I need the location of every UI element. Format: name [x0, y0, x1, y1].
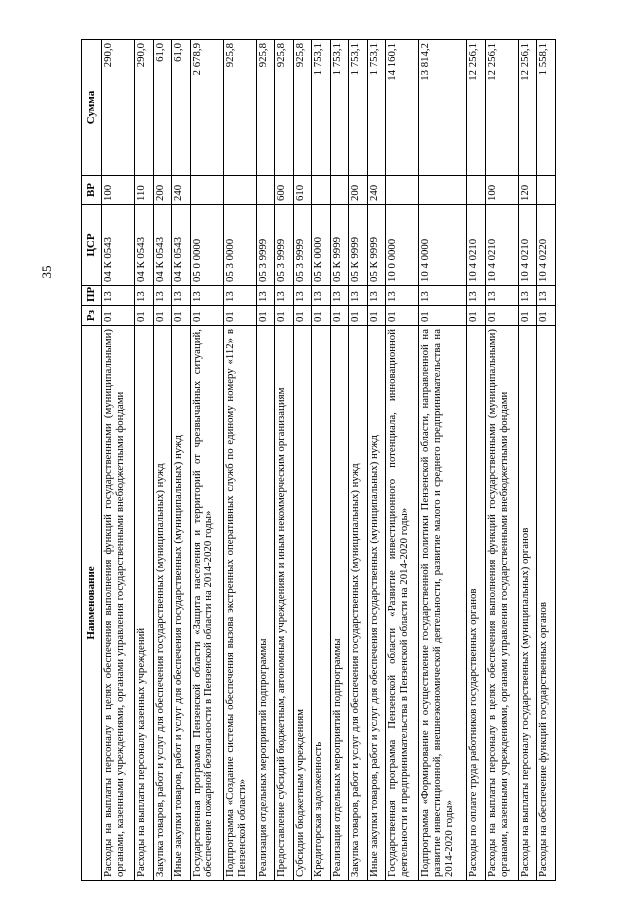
cell-vr: 110 — [135, 176, 153, 205]
table-row — [537, 40, 556, 881]
header-name: Наименование — [82, 326, 102, 881]
cell-vr — [312, 176, 330, 205]
cell-pr: 13 — [386, 286, 419, 306]
cell-sum: 12 256,1 — [485, 40, 518, 176]
cell-sum: 290,0 — [135, 40, 153, 176]
cell-pr: 13 — [223, 286, 256, 306]
cell-name: Расходы на обеспечение функций государственных органов — [537, 326, 556, 881]
cell-pr: 13 — [330, 286, 348, 306]
cell-pr: 13 — [537, 286, 556, 306]
cell-name: Подпрограмма «Формирование и осуществление государственной политики Пензенской области, направленной на развитие инвестиционной, внешнеэкономической деятельности, развитие малого и среднего предпринимательства на 2014-2020 годы» — [419, 326, 467, 881]
cell-sum: 1 558,1 — [537, 40, 556, 176]
cell-rz: 01 — [312, 306, 330, 326]
cell-sum: 2 678,9 — [190, 40, 223, 176]
cell-csr: 05 3 9999 — [256, 205, 274, 286]
cell-csr: 10 4 0210 — [485, 205, 518, 286]
cell-rz: 01 — [256, 306, 274, 326]
table-row — [293, 40, 311, 881]
cell-csr: 10 4 0210 — [518, 205, 536, 286]
table-row — [135, 40, 153, 881]
cell-name: Закупка товаров, работ и услуг для обеспечения государственных (муниципальных) нужд — [153, 326, 171, 881]
cell-name: Предоставление субсидий бюджетным, автономным учреждениям и иным некоммерческим организациям — [275, 326, 293, 881]
cell-vr: 100 — [102, 176, 135, 205]
table-row — [256, 40, 274, 881]
header-rz: Рз — [82, 306, 102, 326]
table-row — [485, 40, 518, 881]
cell-rz: 01 — [223, 306, 256, 326]
cell-vr: 200 — [349, 176, 367, 205]
cell-csr: 04 К 0543 — [172, 205, 190, 286]
cell-sum: 925,8 — [293, 40, 311, 176]
table-row — [275, 40, 293, 881]
cell-rz: 01 — [485, 306, 518, 326]
cell-vr — [190, 176, 223, 205]
cell-sum: 61,0 — [153, 40, 171, 176]
cell-pr: 13 — [518, 286, 536, 306]
cell-pr: 13 — [312, 286, 330, 306]
cell-pr: 13 — [275, 286, 293, 306]
cell-rz: 01 — [135, 306, 153, 326]
cell-rz: 01 — [102, 306, 135, 326]
cell-pr: 13 — [256, 286, 274, 306]
cell-sum: 1 753,1 — [312, 40, 330, 176]
cell-pr: 13 — [190, 286, 223, 306]
cell-name: Государственная программа Пензенской области «Защита населения и территорий от чрезвычайных ситуаций, обеспечение пожарной безопасности в Пензенской области на 2014-2020 годы» — [190, 326, 223, 881]
cell-name: Расходы на выплаты персоналу в целях обеспечения выполнения функций государственными (муниципальными) органами, казенными учреждениями, органами управления государственными внебюджетными фондами — [485, 326, 518, 881]
cell-rz: 01 — [275, 306, 293, 326]
cell-pr: 13 — [349, 286, 367, 306]
cell-sum: 925,8 — [275, 40, 293, 176]
cell-vr: 100 — [485, 176, 518, 205]
cell-name: Расходы на выплаты персоналу в целях обеспечения выполнения функций государственными (муниципальными) органами, казенными учреждениями, органами управления государственными внебюджетными фондами — [102, 326, 135, 881]
cell-csr: 05 3 9999 — [275, 205, 293, 286]
cell-pr: 13 — [102, 286, 135, 306]
cell-vr: 600 — [275, 176, 293, 205]
cell-rz: 01 — [172, 306, 190, 326]
cell-vr: 610 — [293, 176, 311, 205]
table-row — [367, 40, 385, 881]
header-sum: Сумма — [82, 40, 102, 176]
cell-pr: 13 — [467, 286, 485, 306]
cell-pr: 13 — [367, 286, 385, 306]
cell-rz: 01 — [518, 306, 536, 326]
cell-name: Кредиторская задолженность — [312, 326, 330, 881]
cell-sum: 12 256,1 — [518, 40, 536, 176]
cell-vr — [256, 176, 274, 205]
table-row — [223, 40, 256, 881]
table-header-row — [82, 40, 102, 881]
table-row — [172, 40, 190, 881]
cell-csr: 05 К 9999 — [349, 205, 367, 286]
table-row — [153, 40, 171, 881]
cell-vr: 240 — [172, 176, 190, 205]
cell-vr — [537, 176, 556, 205]
cell-rz: 01 — [386, 306, 419, 326]
cell-csr: 05 К 9999 — [330, 205, 348, 286]
cell-sum: 1 753,1 — [367, 40, 385, 176]
cell-name: Иные закупки товаров, работ и услуг для обеспечения государственных (муниципальных) нужд — [172, 326, 190, 881]
header-vr: ВР — [82, 176, 102, 205]
cell-name: Расходы по оплате труда работников государственных органов — [467, 326, 485, 881]
cell-pr: 13 — [485, 286, 518, 306]
cell-sum: 61,0 — [172, 40, 190, 176]
cell-csr: 05 К 9999 — [367, 205, 385, 286]
table-row — [349, 40, 367, 881]
cell-name: Подпрограмма «Создание системы обеспечения вызова экстренных оперативных служб по единому номеру «112» в Пензенской области» — [223, 326, 256, 881]
cell-vr — [223, 176, 256, 205]
cell-pr: 13 — [293, 286, 311, 306]
cell-csr: 10 4 0210 — [467, 205, 485, 286]
cell-vr — [386, 176, 419, 205]
cell-rz: 01 — [367, 306, 385, 326]
cell-name: Государственная программа Пензенской области «Развитие инвестиционного потенциала, инновационной деятельности и предпринимательства в Пензенской области на 2014-2020 годы» — [386, 326, 419, 881]
cell-sum: 1 753,1 — [330, 40, 348, 176]
table-row — [467, 40, 485, 881]
cell-vr: 200 — [153, 176, 171, 205]
cell-sum: 925,8 — [256, 40, 274, 176]
cell-rz: 01 — [419, 306, 467, 326]
budget-table — [81, 39, 556, 881]
header-csr: ЦСР — [82, 205, 102, 286]
cell-csr: 05 3 0000 — [223, 205, 256, 286]
cell-csr: 05 0 0000 — [190, 205, 223, 286]
cell-pr: 13 — [153, 286, 171, 306]
cell-rz: 01 — [190, 306, 223, 326]
cell-rz: 01 — [153, 306, 171, 326]
cell-vr — [467, 176, 485, 205]
cell-vr: 240 — [367, 176, 385, 205]
cell-vr — [419, 176, 467, 205]
table-row — [102, 40, 135, 881]
cell-name: Расходы на выплаты персоналу казенных учреждений — [135, 326, 153, 881]
cell-csr: 04 К 0543 — [153, 205, 171, 286]
page-number: 35 — [39, 265, 54, 279]
cell-name: Расходы на выплаты персоналу государственных (муниципальных) органов — [518, 326, 536, 881]
table-row — [518, 40, 536, 881]
cell-rz: 01 — [330, 306, 348, 326]
cell-pr: 13 — [172, 286, 190, 306]
cell-rz: 01 — [293, 306, 311, 326]
cell-rz: 01 — [467, 306, 485, 326]
cell-csr: 10 4 0000 — [419, 205, 467, 286]
cell-pr: 13 — [419, 286, 467, 306]
cell-csr: 05 3 9999 — [293, 205, 311, 286]
cell-sum: 12 256,1 — [467, 40, 485, 176]
cell-vr — [330, 176, 348, 205]
cell-name: Реализация отдельных мероприятий подпрограммы — [256, 326, 274, 881]
cell-name: Закупка товаров, работ и услуг для обеспечения государственных (муниципальных) нужд — [349, 326, 367, 881]
cell-name: Иные закупки товаров, работ и услуг для обеспечения государственных (муниципальных) нужд — [367, 326, 385, 881]
cell-name: Реализация отдельных мероприятий подпрограммы — [330, 326, 348, 881]
cell-sum: 925,8 — [223, 40, 256, 176]
table-row — [386, 40, 419, 881]
cell-csr: 05 К 0000 — [312, 205, 330, 286]
cell-sum: 14 160,1 — [386, 40, 419, 176]
table-row — [330, 40, 348, 881]
rotated-page-body — [81, 40, 556, 881]
cell-csr: 04 К 0543 — [135, 205, 153, 286]
cell-pr: 13 — [135, 286, 153, 306]
table-row — [312, 40, 330, 881]
table-row — [190, 40, 223, 881]
cell-sum: 13 814,2 — [419, 40, 467, 176]
cell-csr: 10 0 0000 — [386, 205, 419, 286]
cell-sum: 1 753,1 — [349, 40, 367, 176]
table-row — [419, 40, 467, 881]
cell-sum: 290,0 — [102, 40, 135, 176]
cell-vr: 120 — [518, 176, 536, 205]
cell-csr: 10 4 0220 — [537, 205, 556, 286]
cell-rz: 01 — [537, 306, 556, 326]
header-pr: ПР — [82, 286, 102, 306]
cell-csr: 04 К 0543 — [102, 205, 135, 286]
cell-name: Субсидии бюджетным учреждениям — [293, 326, 311, 881]
cell-rz: 01 — [349, 306, 367, 326]
